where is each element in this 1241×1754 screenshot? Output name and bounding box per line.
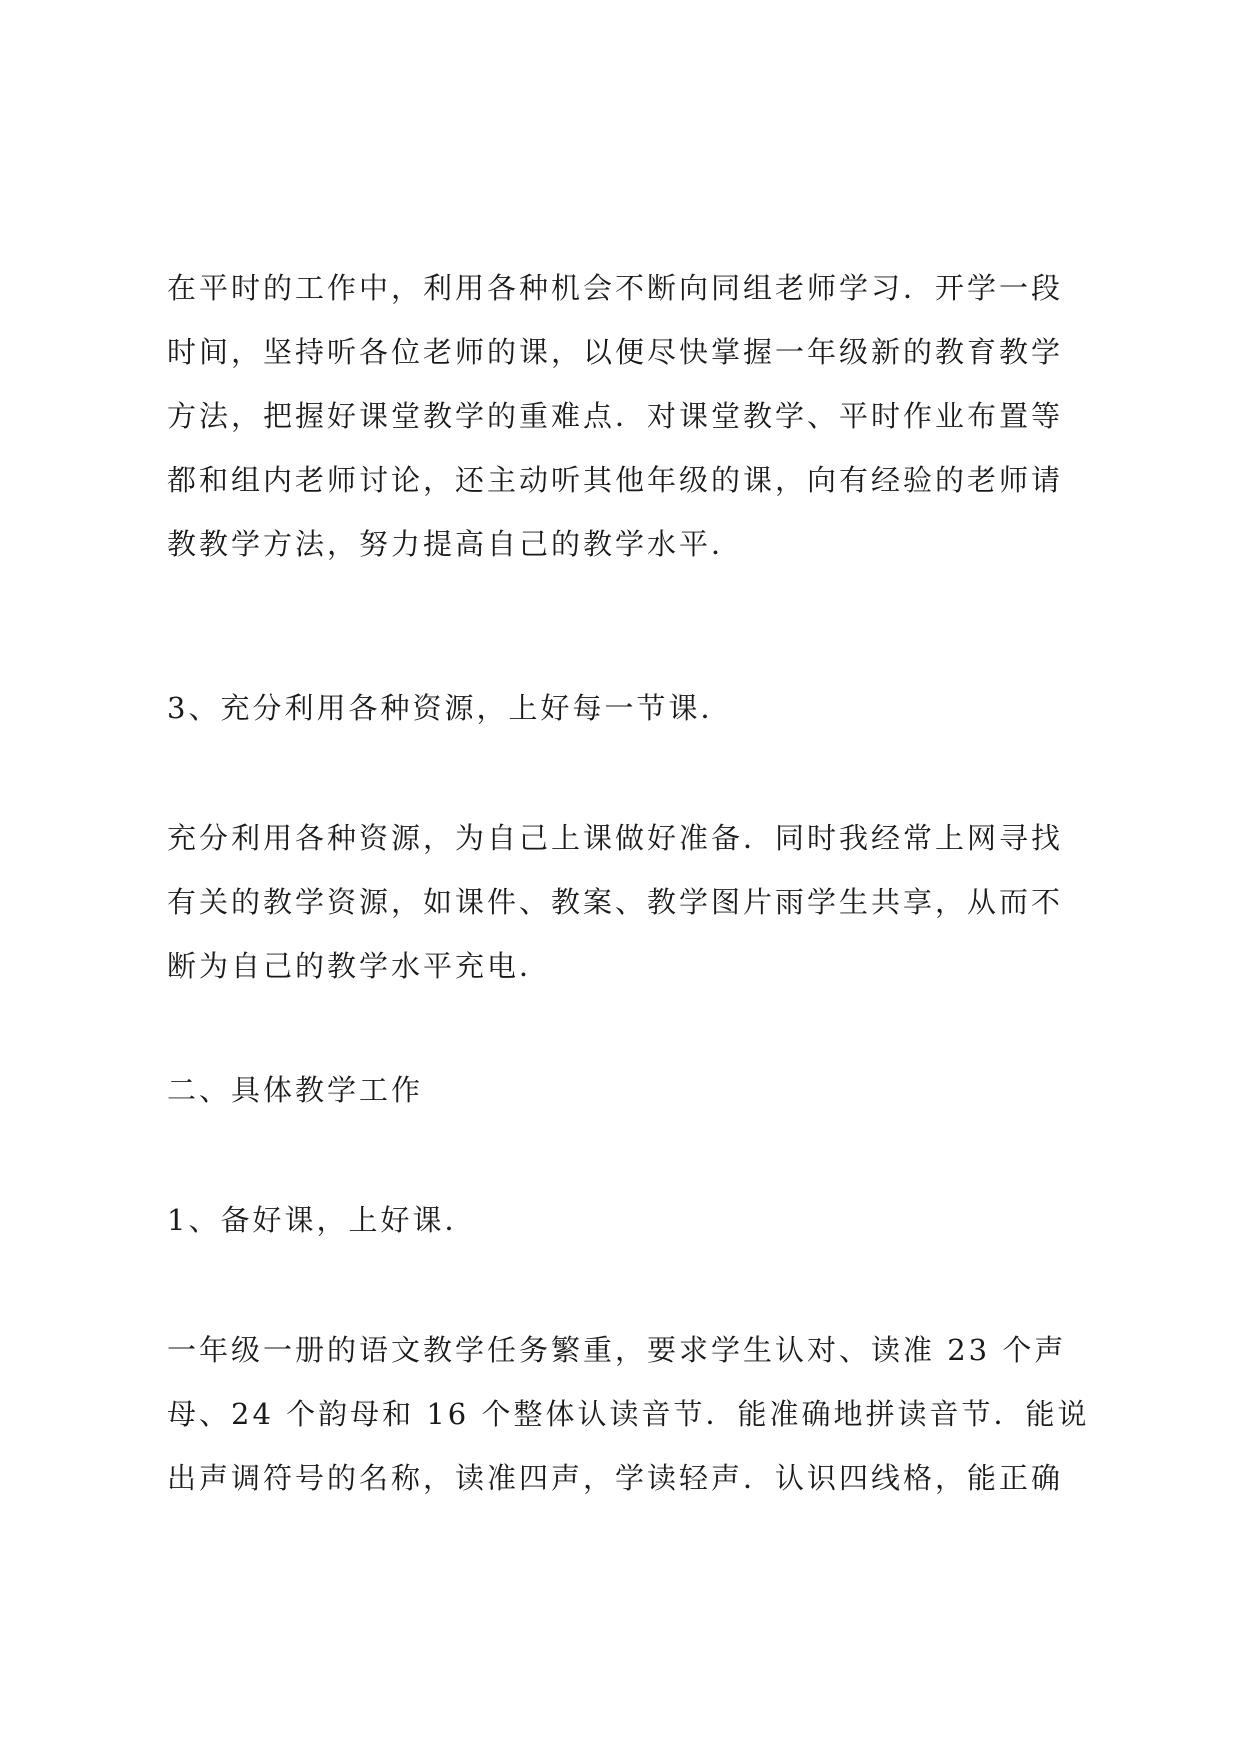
text-line: 二、具体教学工作	[167, 1073, 424, 1107]
text-line: 时间，坚持听各位老师的课，以便尽快掌握一年级新的教育教学	[167, 335, 1064, 369]
section-heading-teaching-work	[167, 1058, 1092, 1122]
paragraph-use-resources	[167, 806, 1092, 998]
text-line: 在平时的工作中，利用各种机会不断向同组老师学习．开学一段	[167, 271, 1064, 305]
text-line: 方法，把握好课堂教学的重难点．对课堂教学、平时作业布置等	[167, 399, 1064, 433]
text-line: 断为自己的教学水平充电．	[167, 949, 552, 983]
heading-prepare-lessons	[167, 1188, 1092, 1252]
text-line: 一年级一册的语文教学任务繁重，要求学生认对、读准 23 个声	[167, 1333, 1067, 1367]
text-line: 3、充分利用各种资源，上好每一节课．	[167, 691, 733, 725]
text-line: 充分利用各种资源，为自己上课做好准备．同时我经常上网寻找	[167, 821, 1064, 855]
text-line: 母、24 个韵母和 16 个整体认读音节．能准确地拼读音节．能说	[167, 1397, 1090, 1431]
text-line: 都和组内老师讨论，还主动听其他年级的课，向有经验的老师请	[167, 463, 1064, 497]
heading-use-resources	[167, 676, 1092, 740]
text-line: 出声调符号的名称，读准四声，学读轻声．认识四线格，能正确	[167, 1461, 1064, 1495]
text-line: 1、备好课，上好课．	[167, 1203, 477, 1237]
paragraph-grade-one-tasks	[167, 1318, 1092, 1510]
text-line: 有关的教学资源，如课件、教案、教学图片雨学生共享，从而不	[167, 885, 1064, 919]
text-line: 教教学方法，努力提高自己的教学水平．	[167, 527, 744, 561]
paragraph-learning-from-colleagues	[167, 256, 1092, 576]
